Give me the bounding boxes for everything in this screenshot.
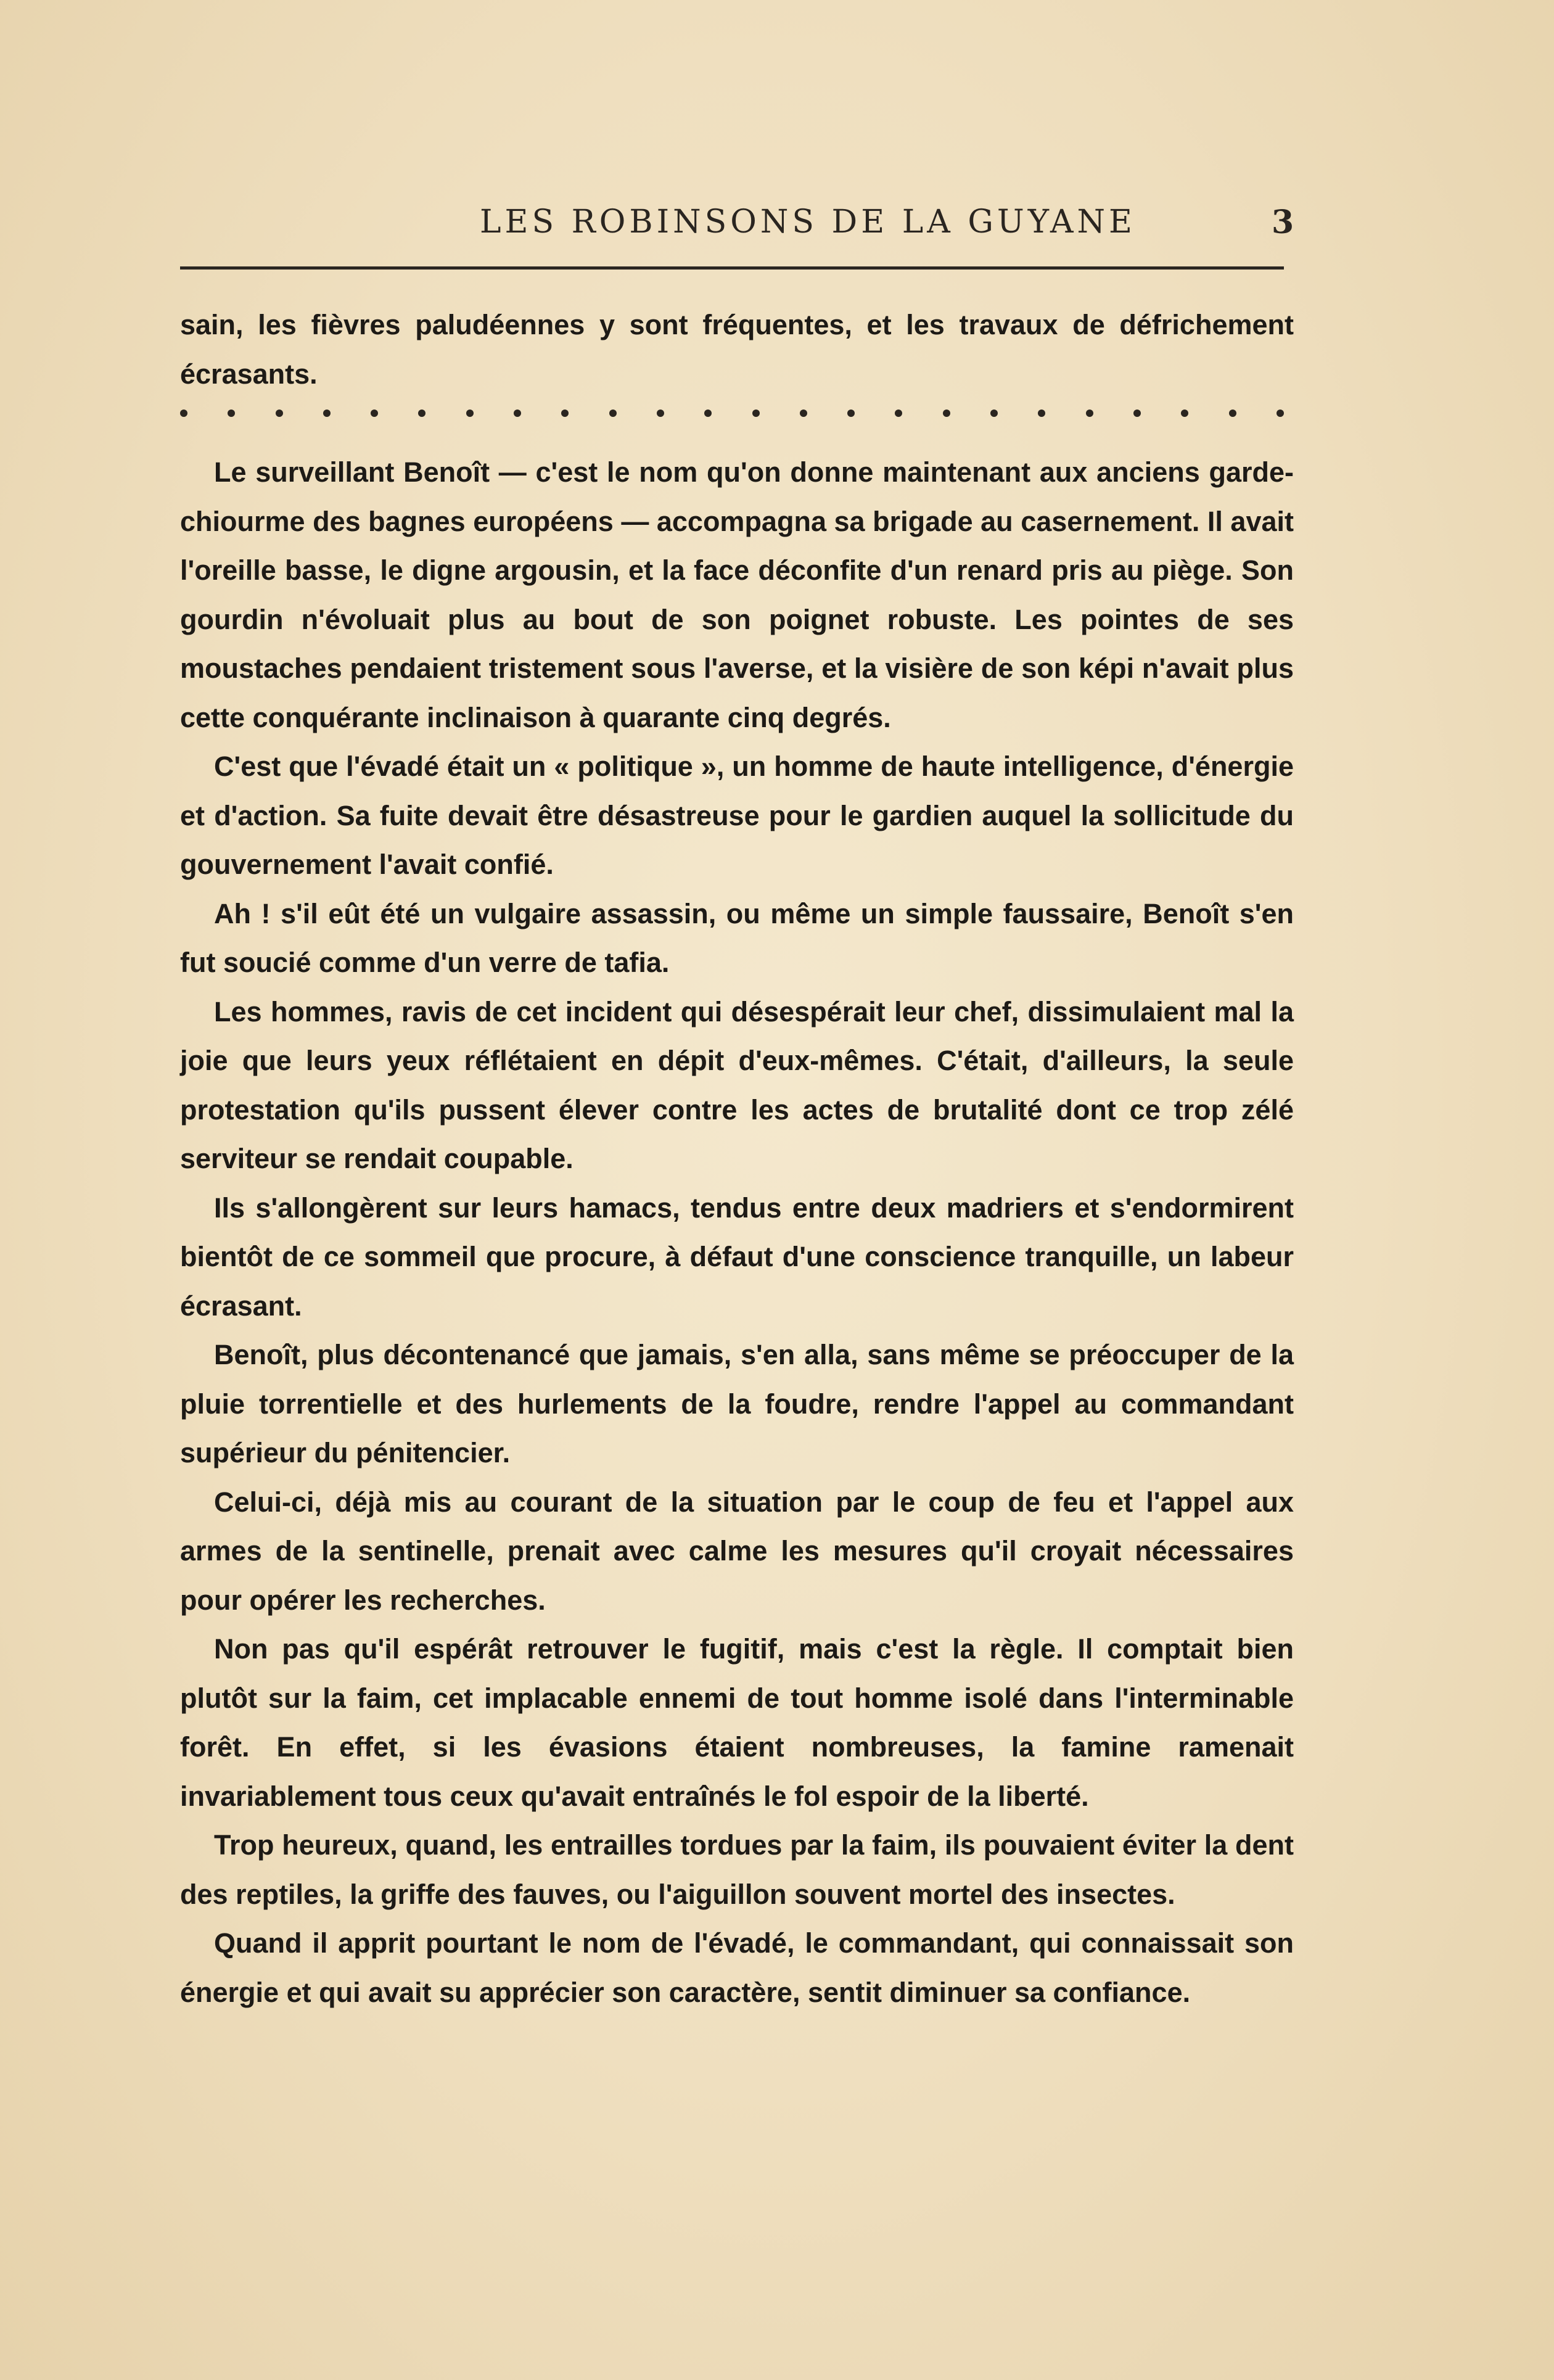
- body-text: [180, 300, 1294, 2017]
- ellipsis-dot: [561, 410, 569, 417]
- page-number: 3: [1272, 204, 1294, 241]
- ellipsis-dot: [895, 410, 902, 417]
- ellipsis-dot-row: [180, 395, 1284, 432]
- ellipsis-dot: [657, 410, 664, 417]
- paragraph-6: Ils s'allongèrent sur leurs hamacs, tendus entre deux madriers et s'endormirent bientôt de ce sommeil que procure, à défaut d'une conscience tranquille, un labeur écrasant.: [180, 1192, 1294, 1322]
- paragraph-3: C'est que l'évadé était un « politique », un homme de haute intelligence, d'énergie et d'action. Sa fuite devait être désastreuse pour le gardien auquel la sollicitude du gouvernement l'avait confié.: [180, 751, 1294, 880]
- header-rule: [180, 266, 1284, 270]
- ellipsis-dot: [1086, 410, 1093, 417]
- ellipsis-dot: [514, 410, 521, 417]
- ellipsis-dot: [752, 410, 760, 417]
- ellipsis-dot: [371, 410, 378, 417]
- paragraph-1: sain, les fièvres paludéennes y sont fréquentes, et les travaux de défrichement écrasants.: [180, 309, 1294, 390]
- paragraph-10: Trop heureux, quand, les entrailles tordues par la faim, ils pouvaient éviter la dent des reptiles, la griffe des fauves, ou l'aiguillon souvent mortel des insectes.: [180, 1829, 1294, 1910]
- ellipsis-dot: [943, 410, 950, 417]
- paragraph-7: Benoît, plus décontenancé que jamais, s'en alla, sans même se préoccuper de la pluie torrentielle et des hurlements de la foudre, rendre l'appel au commandant supérieur du pénitencier.: [180, 1339, 1294, 1468]
- ellipsis-dot: [1133, 410, 1141, 417]
- ellipsis-dot: [704, 410, 712, 417]
- ellipsis-dot: [847, 410, 855, 417]
- ellipsis-dot: [800, 410, 807, 417]
- ellipsis-dot: [418, 410, 426, 417]
- ellipsis-dot: [1181, 410, 1188, 417]
- ellipsis-dot: [180, 410, 187, 417]
- ellipsis-dot: [1276, 410, 1284, 417]
- paragraph-11: Quand il apprit pourtant le nom de l'évadé, le commandant, qui connaissait son énergie et qui avait su apprécier son caractère, sentit diminuer sa confiance.: [180, 1927, 1294, 2008]
- ellipsis-dot: [1038, 410, 1045, 417]
- paragraph-5: Les hommes, ravis de cet incident qui désespérait leur chef, dissimulaient mal la joie que leurs yeux réflétaient en dépit d'eux-mêmes. C'était, d'ailleurs, la seule protestation qu'ils pussent élever contre les actes de brutalité dont ce trop zélé serviteur se rendait coupable.: [180, 995, 1294, 1174]
- ellipsis-dot: [276, 410, 283, 417]
- paragraph-4: Ah ! s'il eût été un vulgaire assassin, ou même un simple faussaire, Benoît s'en fut soucié comme d'un verre de tafia.: [180, 897, 1294, 978]
- paragraph-9: Non pas qu'il espérât retrouver le fugitif, mais c'est la règle. Il comptait bien plutôt sur la faim, cet implacable ennemi de tout homme isolé dans l'interminable forêt. En effet, si les évasions étaient nombreuses, la famine ramenait invariablement tous ceux qu'avait entraînés le fol espoir de la liberté.: [180, 1633, 1294, 1812]
- paragraph-8: Celui-ci, déjà mis au courant de la situation par le coup de feu et l'appel aux armes de la sentinelle, prenait avec calme les mesures qu'il croyait nécessaires pour opérer les recherches.: [180, 1486, 1294, 1616]
- ellipsis-dot: [323, 410, 331, 417]
- ellipsis-dot: [609, 410, 617, 417]
- ellipsis-dot: [1229, 410, 1236, 417]
- ellipsis-dot: [466, 410, 474, 417]
- running-title: LES ROBINSONS DE LA GUYANE: [479, 204, 1137, 241]
- paragraph-2: Le surveillant Benoît — c'est le nom qu'on donne maintenant aux anciens garde-chiourme des bagnes européens — accompagna sa brigade au casernement. Il avait l'oreille basse, le digne argousin, et la face déconfite d'un renard pris au piège. Son gourdin n'évoluait plus au bout de son poignet robuste. Les pointes de ses moustaches pendaient tristement sous l'averse, et la visière de son képi n'avait plus cette conquérante inclinaison à quarante cinq degrés.: [180, 456, 1294, 733]
- ellipsis-dot: [990, 410, 998, 417]
- ellipsis-dot: [228, 410, 235, 417]
